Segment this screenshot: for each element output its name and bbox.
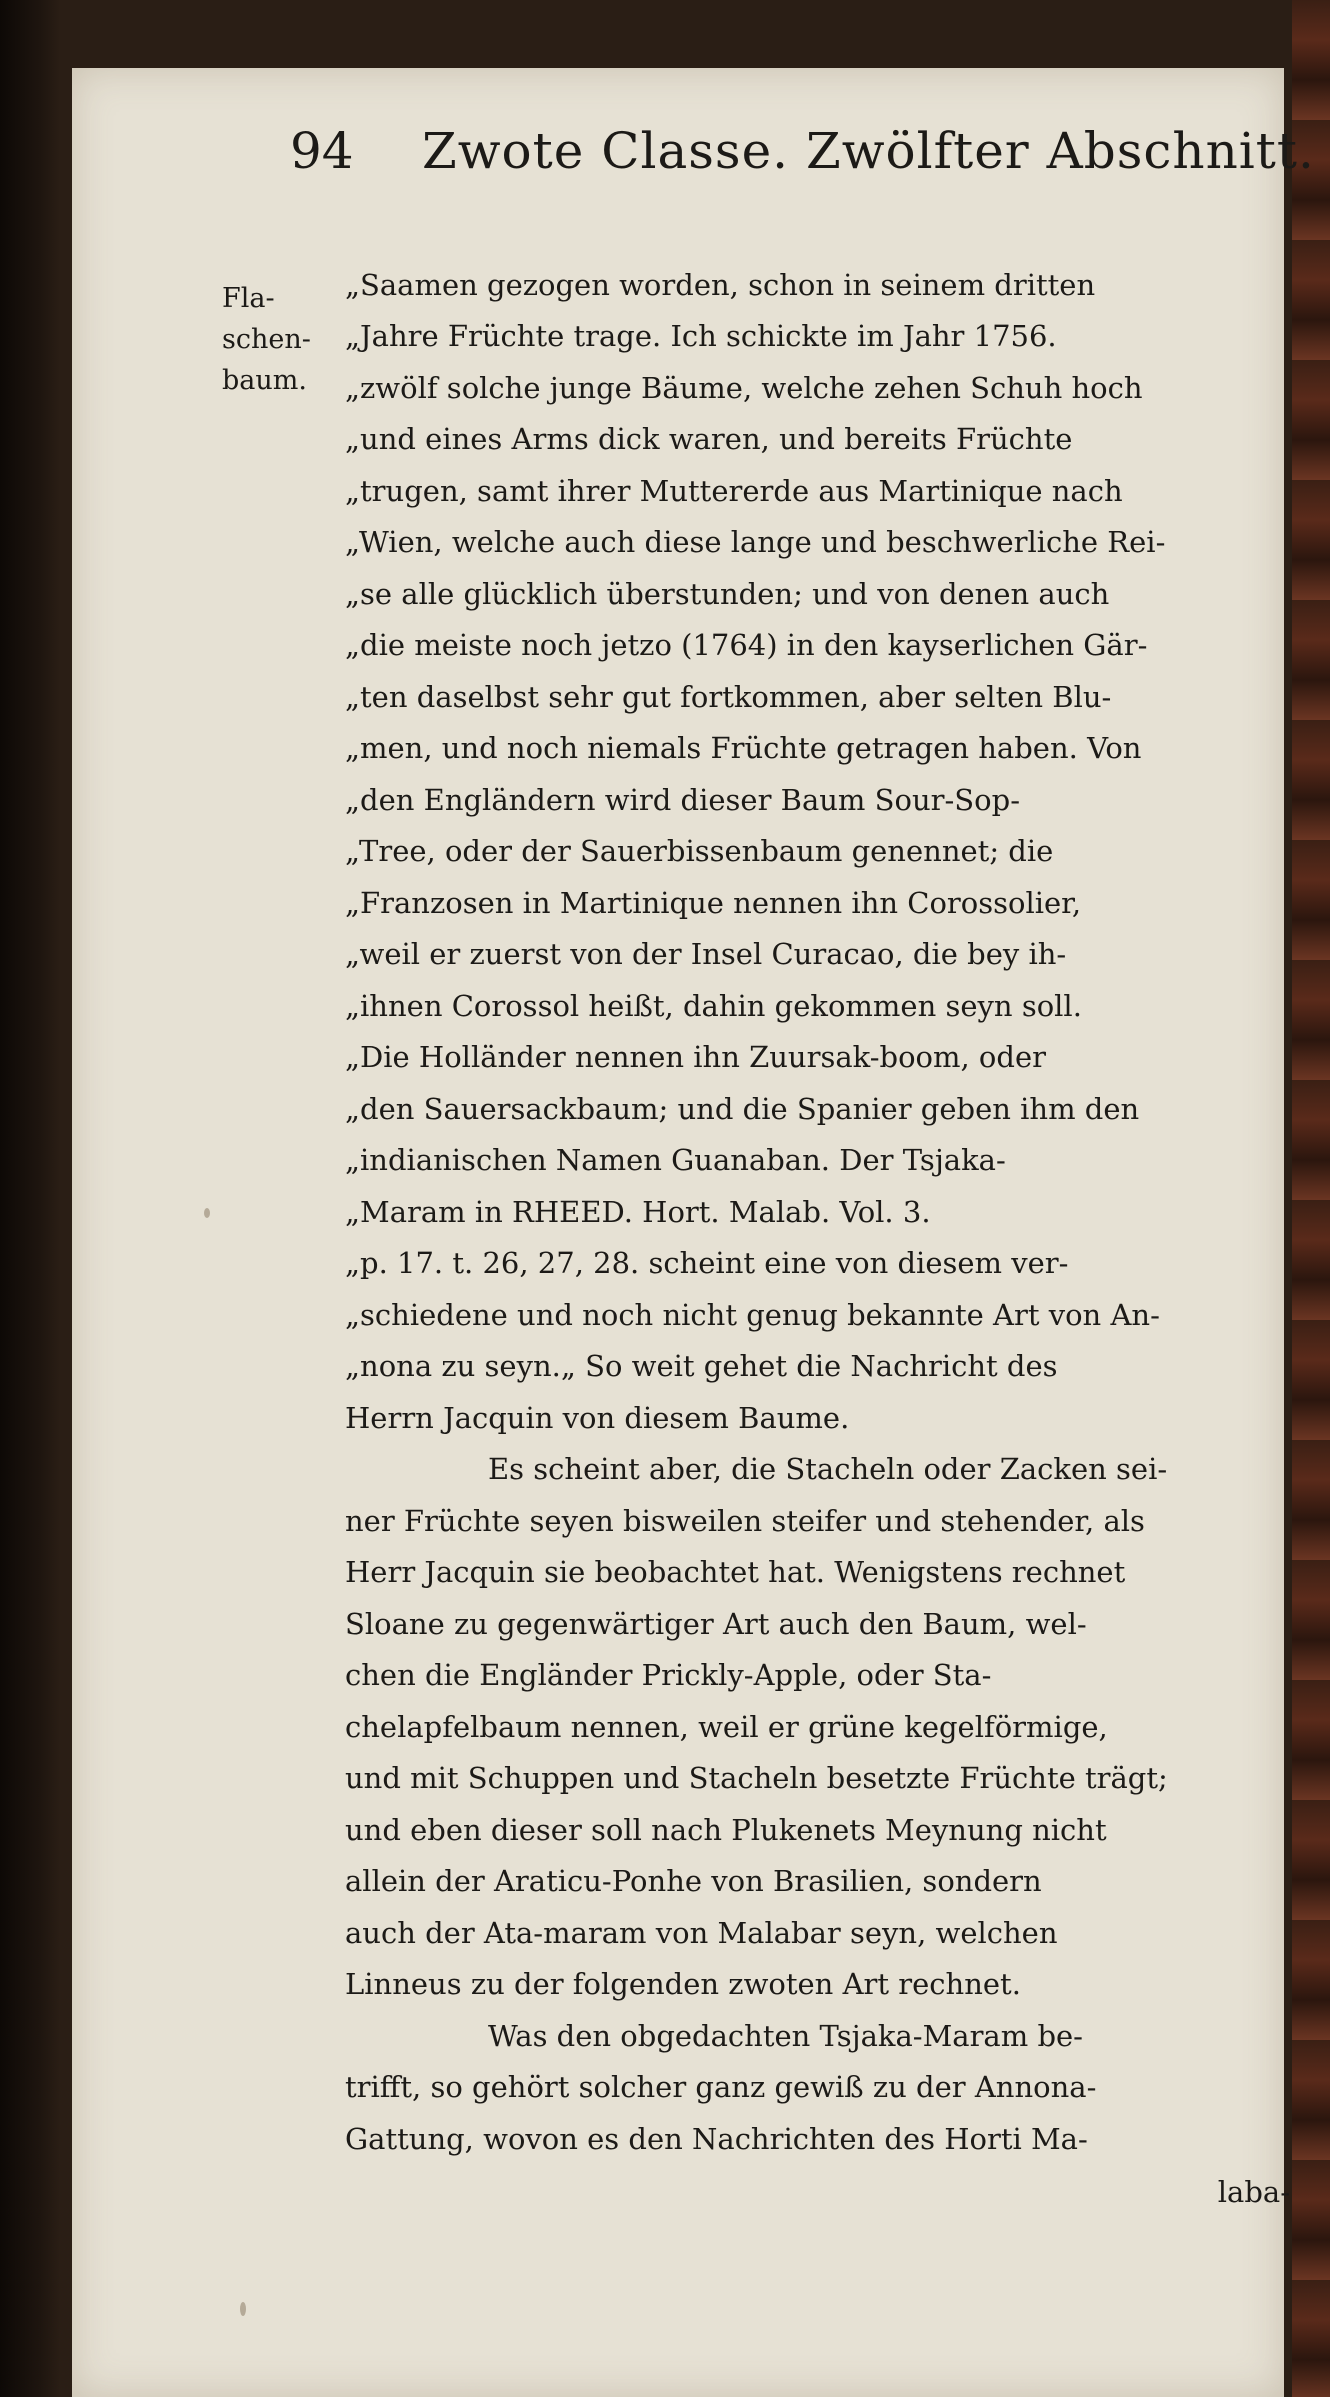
text-line: „den Engländern wird dieser Baum Sour-Sop-: [345, 783, 1021, 817]
text-line: „den Sauersackbaum; und die Spanier geben ihm den: [345, 1092, 1140, 1126]
text-line: „indianischen Namen Guanaban. Der Tsjaka-: [345, 1143, 1006, 1177]
text-line: „ihnen Corossol heißt, dahin gekommen seyn soll.: [345, 989, 1082, 1023]
text-line: Gattung, wovon es den Nachrichten des Horti Ma-: [345, 2122, 1088, 2156]
text-line: „Saamen gezogen worden, schon in seinem dritten: [345, 268, 1096, 302]
text-line: „ten daselbst sehr gut fortkommen, aber selten Blu-: [345, 680, 1112, 714]
text-line: und eben dieser soll nach Plukenets Meynung nicht: [345, 1813, 1107, 1847]
text-line: allein der Araticu-Ponhe von Brasilien, sondern: [345, 1864, 1042, 1898]
page-number: 94: [290, 122, 354, 180]
text-line: Sloane zu gegenwärtiger Art auch den Baum, wel-: [345, 1607, 1087, 1641]
text-line: „Wien, welche auch diese lange und beschwerliche Rei-: [345, 525, 1166, 559]
text-line: „nona zu seyn.„ So weit gehet die Nachricht des: [345, 1349, 1058, 1383]
margin-note-line: baum.: [222, 365, 307, 396]
text-line: ner Früchte seyen bisweilen steifer und stehender, als: [345, 1504, 1145, 1538]
text-line: „Franzosen in Martinique nennen ihn Corossolier,: [345, 886, 1082, 920]
text-line: Es scheint aber, die Stacheln oder Zacken sei-: [488, 1452, 1168, 1486]
text-line: „weil er zuerst von der Insel Curacao, die bey ih-: [345, 937, 1067, 971]
text-line: Herr Jacquin sie beobachtet hat. Wenigstens rechnet: [345, 1555, 1126, 1589]
text-line: und mit Schuppen und Stacheln besetzte Früchte trägt;: [345, 1761, 1168, 1795]
text-line: „trugen, samt ihrer Muttererde aus Martinique nach: [345, 474, 1123, 508]
text-line: Herrn Jacquin von diesem Baume.: [345, 1401, 850, 1435]
text-line: Was den obgedachten Tsjaka-Maram be-: [488, 2019, 1083, 2053]
text-line: chelapfelbaum nennen, weil er grüne kegelförmige,: [345, 1710, 1108, 1744]
text-line: „und eines Arms dick waren, und bereits Früchte: [345, 422, 1073, 456]
text-line: „se alle glücklich überstunden; und von denen auch: [345, 577, 1110, 611]
text-line: „zwölf solche junge Bäume, welche zehen Schuh hoch: [345, 371, 1143, 405]
text-line: auch der Ata-maram von Malabar seyn, welchen: [345, 1916, 1058, 1950]
text-line: „Jahre Früchte trage. Ich schickte im Jahr 1756.: [345, 319, 1057, 353]
text-line: trifft, so gehört solcher ganz gewiß zu der Annona-: [345, 2070, 1097, 2104]
margin-note-line: schen-: [222, 324, 311, 355]
ink-speck: [204, 1208, 210, 1218]
text-line: „die meiste noch jetzo (1764) in den kayserlichen Gär-: [345, 628, 1148, 662]
text-line: „Tree, oder der Sauerbissenbaum genennet; die: [345, 834, 1054, 868]
text-line: „Maram in RHEED. Hort. Malab. Vol. 3.: [345, 1195, 931, 1229]
text-line: „p. 17. t. 26, 27, 28. scheint eine von diesem ver-: [345, 1246, 1069, 1280]
text-line: chen die Engländer Prickly-Apple, oder Sta-: [345, 1658, 992, 1692]
running-title: Zwote Classe. Zwölfter Abschnitt.: [422, 122, 1315, 180]
text-line: „Die Holländer nennen ihn Zuursak-boom, oder: [345, 1040, 1046, 1074]
text-line: „schiedene und noch nicht genug bekannte Art von An-: [345, 1298, 1160, 1332]
ink-speck: [240, 2302, 246, 2316]
text-line: „men, und noch niemals Früchte getragen haben. Von: [345, 731, 1142, 765]
text-line: Linneus zu der folgenden zwoten Art rechnet.: [345, 1967, 1021, 2001]
catchword: laba-: [1217, 2175, 1290, 2209]
margin-note-line: Fla-: [222, 283, 275, 314]
